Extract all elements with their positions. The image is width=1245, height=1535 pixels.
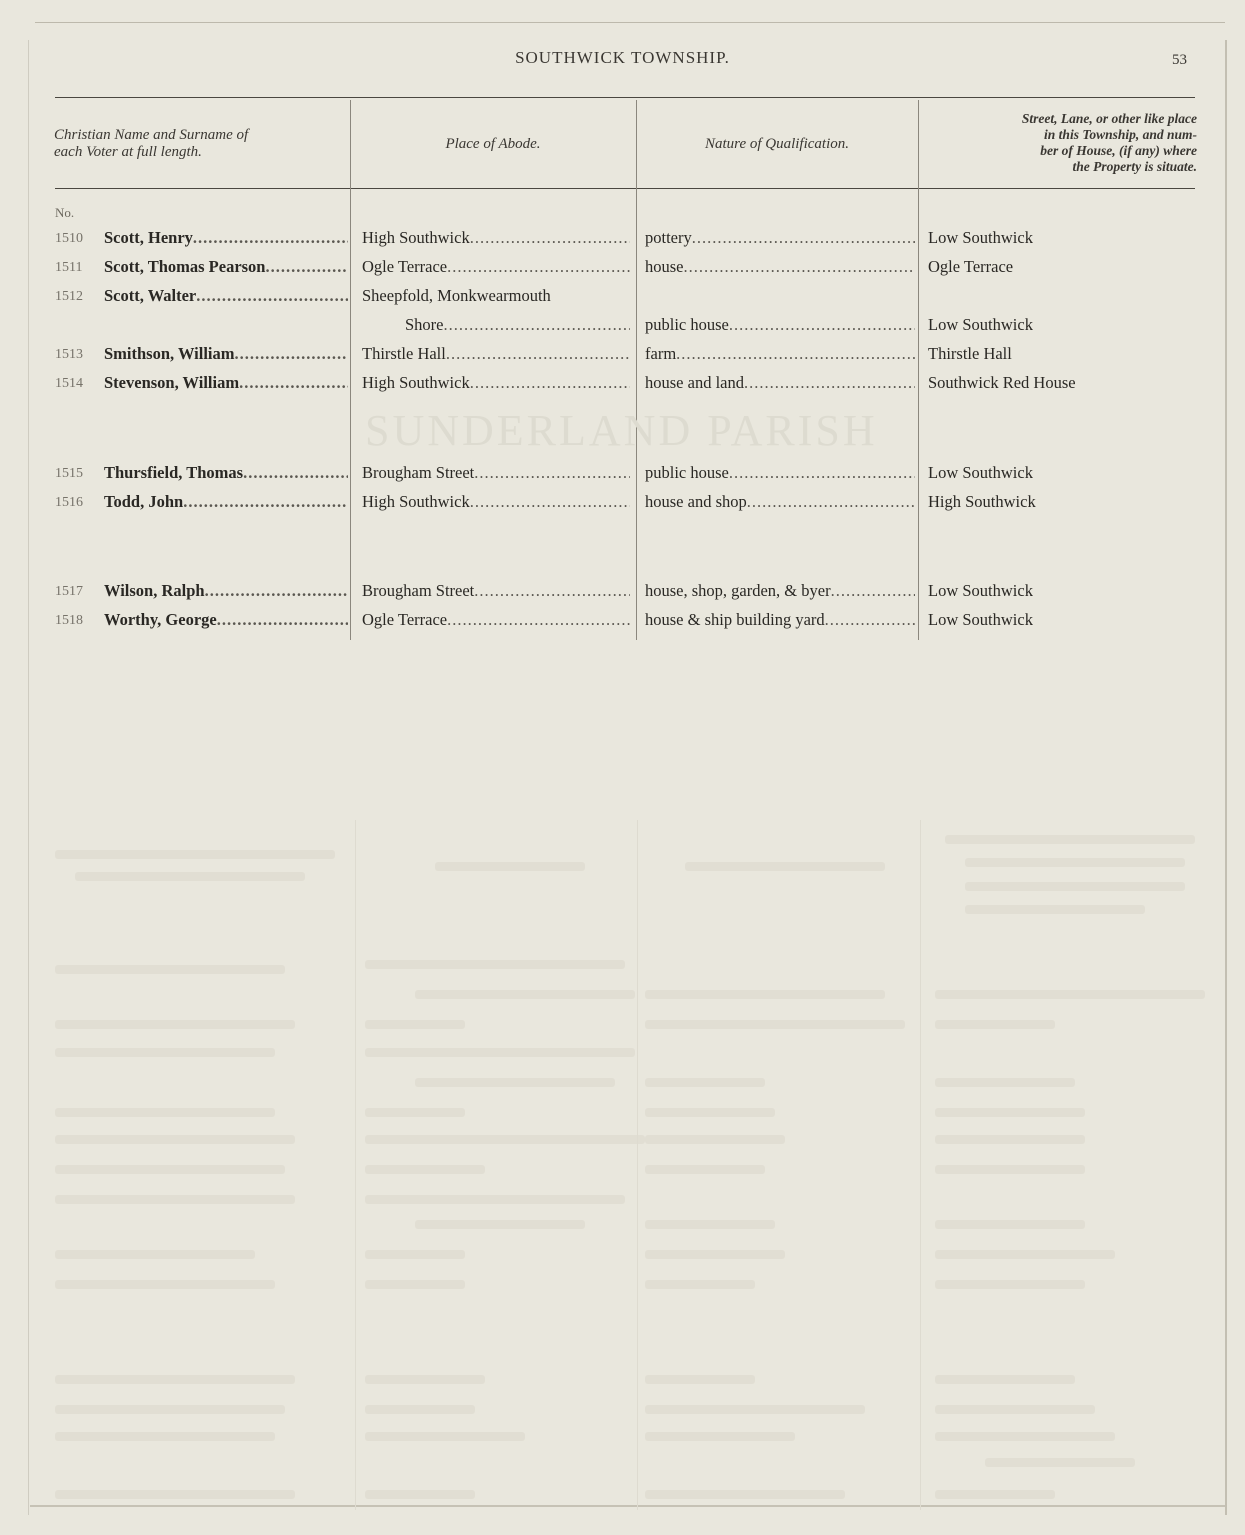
voter-number: 1515: [55, 466, 83, 481]
header-bottom-rule: [55, 188, 1195, 189]
abode-cell: [362, 228, 630, 248]
place-of-abode: Thirstle Hall: [362, 344, 446, 363]
voter-name: Thursfield, Thomas: [104, 463, 244, 482]
column-divider-2: [636, 100, 637, 640]
place-of-abode-continued: Shore: [405, 315, 444, 334]
show-through-reverse-page: [45, 820, 1210, 1510]
qualification-cell: [645, 581, 915, 601]
street-cell: [928, 257, 1198, 277]
property-location: Low Southwick: [928, 463, 1033, 482]
voter-number: 1511: [55, 260, 83, 275]
street-cell: [928, 373, 1198, 393]
voter-number: 1510: [55, 231, 83, 246]
property-location: Low Southwick: [928, 581, 1033, 600]
voter-name-cell: [104, 492, 348, 512]
table-row: [0, 286, 1245, 312]
street-cell: [928, 315, 1198, 335]
voter-name: Todd, John: [104, 492, 184, 511]
qualification-cell: [645, 610, 915, 630]
street-cell: [928, 492, 1198, 512]
voter-name: Worthy, George: [104, 610, 217, 629]
place-of-abode: Ogle Terrace: [362, 610, 448, 629]
table-row: [0, 257, 1245, 283]
running-head: SOUTHWICK TOWNSHIP.: [515, 48, 730, 67]
table-row: [0, 373, 1245, 399]
qualification-cell: [645, 463, 915, 483]
place-of-abode: High Southwick: [362, 492, 470, 511]
place-of-abode: Sheepfold, Monkwearmouth: [362, 286, 551, 305]
voter-name-cell: [104, 286, 348, 306]
qualification-cell: [645, 492, 915, 512]
header-name: [52, 104, 349, 184]
qualification-cell: [645, 315, 915, 335]
abode-cell: [405, 315, 630, 335]
table-row: [0, 344, 1245, 370]
abode-cell: [362, 257, 630, 277]
column-divider-1: [350, 100, 351, 640]
header-nature: [638, 104, 916, 184]
table-row: [0, 463, 1245, 489]
voter-name-cell: [104, 257, 348, 277]
street-cell: [928, 344, 1198, 364]
voter-number: 1512: [55, 289, 83, 304]
property-location: Low Southwick: [928, 610, 1033, 629]
abode-cell: [362, 344, 630, 364]
abode-cell: [362, 373, 630, 393]
street-cell: [928, 581, 1198, 601]
table-row: [0, 581, 1245, 607]
voter-name-cell: [104, 581, 348, 601]
place-of-abode: High Southwick: [362, 373, 470, 392]
header-nature-text: Nature of Qualification.: [704, 135, 850, 152]
voter-name-cell: [104, 228, 348, 248]
header-name-text: Christian Name and Surname of each Voter at full length.: [54, 127, 249, 160]
page-number: 53: [1172, 52, 1187, 68]
nature-of-qualification: public house: [645, 463, 729, 482]
street-cell: [928, 610, 1198, 630]
voter-name-cell: [104, 373, 348, 393]
table-row: [0, 228, 1245, 254]
table-row: [0, 492, 1245, 518]
nature-of-qualification: house and shop: [645, 492, 747, 511]
voter-name-cell: [104, 463, 348, 483]
voter-number: 1513: [55, 347, 83, 362]
place-of-abode: High Southwick: [362, 228, 470, 247]
table-row: [0, 610, 1245, 636]
place-of-abode: Brougham Street: [362, 581, 475, 600]
abode-cell: [362, 286, 630, 306]
table-row-continuation: [0, 315, 1245, 341]
qualification-cell: [645, 344, 915, 364]
property-location: High Southwick: [928, 492, 1036, 511]
header-street-text: Street, Lane, or other like place in this Township, and num- ber of House, (if any) where the Property is situate.: [1021, 111, 1197, 174]
voter-number: 1516: [55, 495, 83, 510]
abode-cell: [362, 463, 630, 483]
nature-of-qualification: house, shop, garden, & byer: [645, 581, 831, 600]
nature-of-qualification: house & ship building yard: [645, 610, 825, 629]
property-location: Thirstle Hall: [928, 344, 1012, 363]
voter-number: 1514: [55, 376, 83, 391]
property-location: Low Southwick: [928, 228, 1033, 247]
voter-name-cell: [104, 610, 348, 630]
voter-name: Smithson, William: [104, 344, 235, 363]
place-of-abode: Brougham Street: [362, 463, 475, 482]
voter-name: Scott, Walter: [104, 286, 197, 305]
voter-name: Wilson, Ralph: [104, 581, 205, 600]
number-column-label: No.: [55, 205, 75, 220]
voter-number: 1517: [55, 584, 83, 599]
header-abode: [352, 104, 634, 184]
page-border-top: [35, 22, 1225, 23]
property-location: Ogle Terrace: [928, 257, 1014, 276]
column-divider-3: [918, 100, 919, 640]
abode-cell: [362, 581, 630, 601]
qualification-cell: [645, 373, 915, 393]
header-abode-text: Place of Abode.: [445, 135, 541, 152]
nature-of-qualification: house: [645, 257, 684, 276]
street-cell: [928, 463, 1198, 483]
voter-number: 1518: [55, 613, 83, 628]
voter-name: Scott, Thomas Pearson: [104, 257, 266, 276]
qualification-cell: [645, 228, 915, 248]
voter-name-cell: [104, 344, 348, 364]
nature-of-qualification: public house: [645, 315, 729, 334]
nature-of-qualification: house and land: [645, 373, 744, 392]
nature-of-qualification: farm: [645, 344, 677, 363]
property-location: Southwick Red House: [928, 373, 1076, 392]
property-location: Low Southwick: [928, 315, 1033, 334]
abode-cell: [362, 610, 630, 630]
qualification-cell: [645, 257, 915, 277]
street-cell: [928, 228, 1198, 248]
voter-name: Scott, Henry: [104, 228, 193, 247]
nature-of-qualification: pottery: [645, 228, 692, 247]
abode-cell: [362, 492, 630, 512]
voter-name: Stevenson, William: [104, 373, 240, 392]
place-of-abode: Ogle Terrace: [362, 257, 448, 276]
header-street: [921, 98, 1197, 188]
show-through-heading: SUNDERLAND PARISH: [365, 406, 878, 455]
